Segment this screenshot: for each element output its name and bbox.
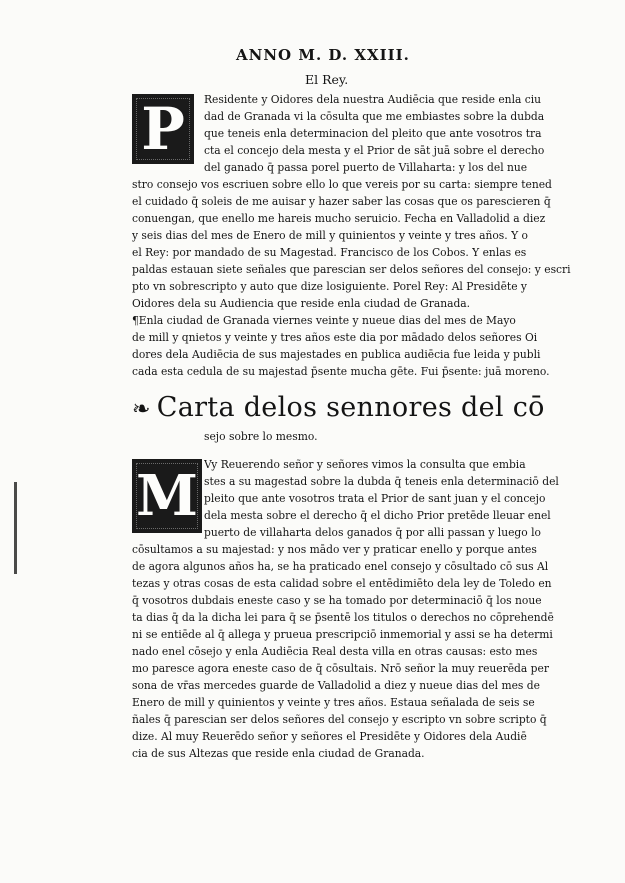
text-line: de agora algunos años ha, se ha praticado enel consejo y cōsultado cō sus Al [132,560,549,573]
text-line: cia de sus Altezas que reside enla ciudad de Granada. [132,747,425,760]
heading-text: Carta delos sennores del cō [156,392,545,423]
text-line: de mill y qnietos y veinte y tres años este dia por mādado delos señores Oi [132,331,538,344]
text-line: nado enel cōsejo y enla Audiēcia Real desta villa en otras causas: esto mes [132,645,538,658]
text-line: Residente y Oidores dela nuestra Audiēcia que reside enla ciu [204,93,542,106]
text-line: ñales q̄ parescian ser delos señores del consejo y escripto vn sobre scripto q̄ [132,713,547,726]
text-line: pleito que ante vosotros trata el Prior de sant juan y el concejo [204,492,546,505]
text-line: dize. Al muy Reuerēdo señor y señores el Presidēte y Oidores dela Audiē [132,730,527,743]
letter-body [132,91,575,380]
text-line: Enero de mill y quinientos y veinte y tres años. Estaua señalada de seis se [132,696,535,709]
text-line: el cuidado q̄ soleis de me auisar y hazer saber las cosas que os parescieren q̄ [132,195,551,208]
text-line: stes a su magestad sobre la dubda q̄ teneis enla determinaciō del [204,475,559,488]
running-head: ANNO M. D. XXIII. [236,46,410,64]
text-line: el Rey: por mandado de su Magestad. Francisco de los Cobos. Y enlas es [132,246,527,259]
text-line: stro consejo vos escriuen sobre ello lo que vereis por su carta: siempre tened [132,178,552,191]
text-line: pto vn sobrescripto y auto que dize losiguiente. Porel Rey: Al Presidēte y [132,280,527,293]
scan-edge-mark [14,482,17,574]
text-line: cta el concejo dela mesta y el Prior de sāt juā sobre el derecho [204,144,545,157]
section-heading-continuation: sejo sobre lo mesmo. [204,430,318,443]
text-line: tezas y otras cosas de esta calidad sobre el entēdimiēto dela ley de Toledo en [132,577,552,590]
fleuron-icon: ❧ [132,397,151,422]
text-line: mo paresce agora eneste caso de q̄ cōsultais. Nrō señor la muy reuerēda per [132,662,549,675]
text-line: dores dela Audiēcia de sus majestades en publica audiēcia fue leida y publi [132,348,541,361]
text-line: que teneis enla determinacion del pleito que ante vosotros tra [204,127,542,140]
text-line: sona de vr̄as mercedes guarde de Valladolid a diez y nueue dias del mes de [132,679,540,692]
text-line: y seis dias del mes de Enero de mill y quinientos y veinte y tres años. Y o [132,229,528,242]
text-line: Vy Reuerendo señor y señores vimos la consulta que embia [204,458,526,471]
text-line: ¶Enla ciudad de Granada viernes veinte y nueue dias del mes de Mayo [132,314,516,327]
initial-letter: M [136,463,198,529]
text-line: ni se entiēde al q̄ allega y prueua prescripciō inmemorial y assi se ha determi [132,628,553,641]
text-line: dela mesta sobre el derecho q̄ el dicho Prior pretēde lleuar enel [204,509,551,522]
initial-letter: P [141,95,185,163]
text-line: cada esta cedula de su majestad p̄sente mucha gēte. Fui p̄sente: juā moreno. [132,365,550,378]
section-label: El Rey. [305,72,349,87]
text-line: puerto de villaharta delos ganados q̄ por alli passan y luego lo [204,526,541,539]
text-line: q̄ vosotros dubdais eneste caso y se ha tomado por determinaciō q̄ los noue [132,594,542,607]
text-line: Oidores dela su Audiencia que reside enla ciudad de Granada. [132,297,471,310]
section-heading [132,392,545,423]
text-line: paldas estauan siete señales que parescian ser delos señores del consejo: y escri [132,263,571,276]
text-line: ta dias q̄ da la dicha lei para q̄ se p̄sentē los titulos o derechos no cōprehendē [132,611,554,624]
text-line: del ganado q̄ passa porel puerto de Villaharta: y los del nue [204,161,528,174]
text-line: cōsultamos a su majestad: y nos mādo ver y praticar enello y porque antes [132,543,537,556]
letter-body [132,456,575,762]
text-line: conuengan, que enello me hareis mucho seruicio. Fecha en Valladolid a diez [132,212,546,225]
text-line: dad de Granada vi la cōsulta que me embiastes sobre la dubda [204,110,545,123]
